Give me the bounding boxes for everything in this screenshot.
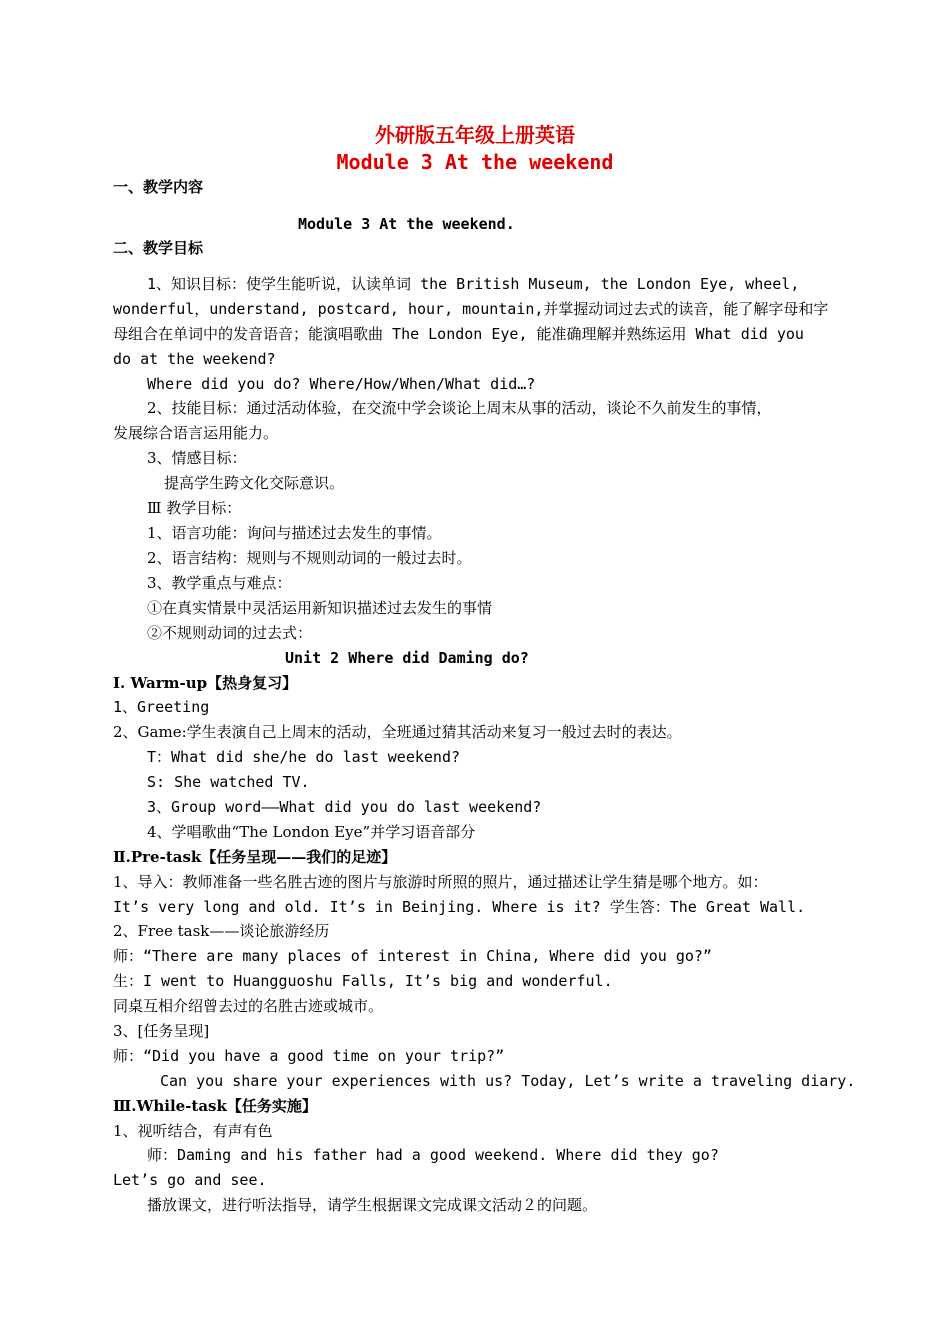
- paragraph-line: 4、学唱歌曲“The London Eye”并学习语音部分: [147, 823, 476, 841]
- paragraph-line: 提高学生跨文化交际意识。: [164, 474, 345, 492]
- paragraph-line: Ⅲ 教学目标：: [147, 499, 242, 517]
- paragraph-line: 1、语言功能：询问与描述过去发生的事情。: [147, 524, 442, 542]
- paragraph-line: ②不规则动词的过去式：: [147, 624, 313, 642]
- paragraph-line: 生：I went to Huangguoshu Falls, It’s big and wonderful.: [113, 972, 613, 990]
- paragraph-line: It’s very long and old. It’s in Beinjing. Where is it? 学生答：The Great Wall.: [113, 898, 806, 916]
- paragraph-line: 师：“There are many places of interest in China, Where did you go?”: [113, 947, 712, 965]
- paragraph-line: 1、导入：教师准备一些名胜古迹的图片与旅游时所照的照片，通过描述让学生猜是哪个地方。如：: [113, 873, 768, 891]
- doc-title-chinese: 外研版五年级上册英语: [375, 123, 575, 147]
- paragraph-line: 3、情感目标：: [147, 449, 247, 467]
- paragraph-line: 2、Game:学生表演自己上周末的活动，全班通过猜其活动来复习一般过去时的表达。: [113, 723, 682, 741]
- paragraph-line: Let’s go and see.: [113, 1171, 267, 1189]
- paragraph-line: wonderful，understand, postcard, hour, mountain,并掌握动词过去式的读音，能了解字母和字: [113, 300, 829, 318]
- paragraph-line: Can you share your experiences with us? Today, Let’s write a traveling diary.: [160, 1072, 856, 1090]
- section-heading-pretask: Ⅱ.Pre-task【任务呈现——我们的足迹】: [113, 848, 397, 866]
- doc-title-english: Module 3 At the weekend: [336, 150, 614, 174]
- section-heading-warmup: Ⅰ. Warm-up【热身复习】: [113, 674, 298, 692]
- paragraph-line: Where did you do? Where/How/When/What did…?: [147, 375, 536, 393]
- paragraph-line: S: She watched TV.: [147, 773, 310, 791]
- section-heading-content: 一、教学内容: [113, 178, 204, 196]
- paragraph-line: ①在真实情景中灵活运用新知识描述过去发生的事情: [147, 599, 493, 617]
- unit-title: Unit 2 Where did Daming do?: [285, 649, 529, 667]
- paragraph-line: 发展综合语言运用能力。: [113, 424, 279, 442]
- paragraph-line: 3、教学重点与难点：: [147, 574, 292, 592]
- paragraph-line: do at the weekend?: [113, 350, 276, 368]
- paragraph-line: 1、视听结合，有声有色: [113, 1122, 273, 1140]
- paragraph-line: 1、知识目标：使学生能听说，认读单词 the British Museum, the London Eye, wheel,: [147, 275, 800, 293]
- paragraph-line: 3、[任务呈现]: [113, 1022, 210, 1040]
- section-heading-goals: 二、教学目标: [113, 239, 204, 257]
- paragraph-line: 师：“Did you have a good time on your trip?”: [113, 1047, 505, 1065]
- section-heading-whiletask: Ⅲ.While-task【任务实施】: [113, 1097, 317, 1115]
- paragraph-line: 同桌互相介绍曾去过的名胜古迹或城市。: [113, 997, 384, 1015]
- paragraph-line: 2、语言结构：规则与不规则动词的一般过去时。: [147, 549, 472, 567]
- paragraph-line: 1、Greeting: [113, 698, 210, 716]
- paragraph-line: 播放课文，进行听法指导，请学生根据课文完成课文活动２的问题。: [147, 1196, 598, 1214]
- paragraph-line: 母组合在单词中的发音语音；能演唱歌曲 The London Eye, 能准确理解并熟练运用 What did you: [113, 325, 804, 343]
- paragraph-line: 2、技能目标：通过活动体验，在交流中学会谈论上周末从事的活动，谈论不久前发生的事情，: [147, 399, 772, 417]
- paragraph-line: 2、Free task——谈论旅游经历: [113, 922, 330, 940]
- module-title: Module 3 At the weekend.: [298, 215, 515, 233]
- paragraph-line: 3、Group word——What did you do last weekend?: [147, 798, 542, 816]
- paragraph-line: 师：Daming and his father had a good weekend. Where did they go?: [147, 1146, 719, 1164]
- paragraph-line: T：What did she/he do last weekend?: [147, 748, 461, 766]
